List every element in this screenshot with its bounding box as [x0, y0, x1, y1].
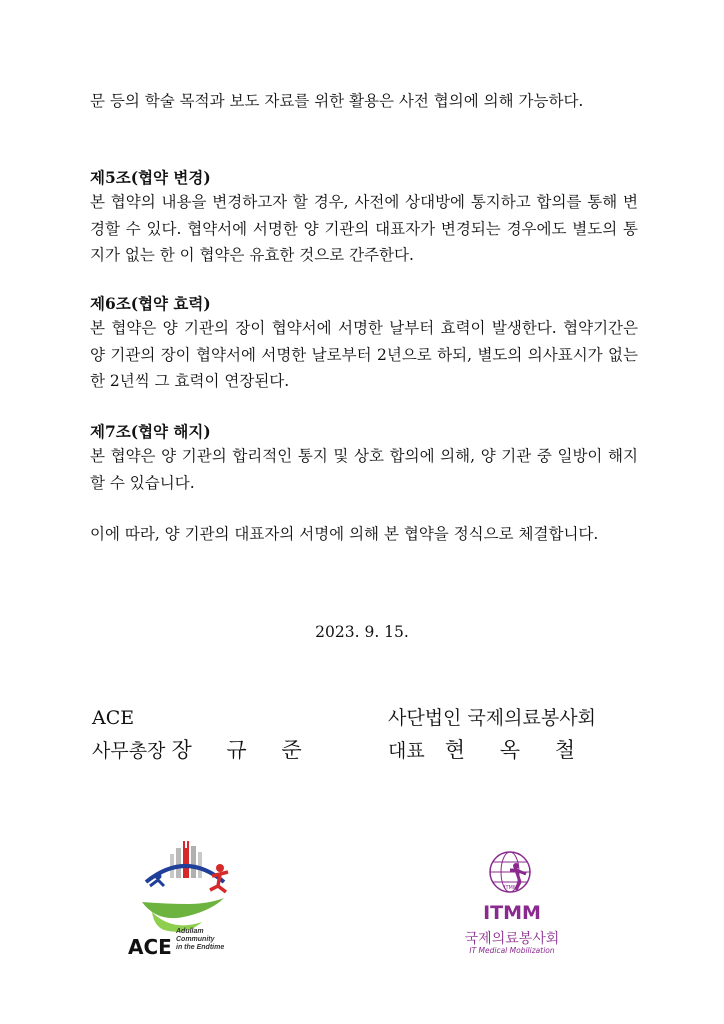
left-signatory-org: ACE [92, 707, 135, 729]
itmm-logo [452, 842, 572, 962]
signing-date: 2023. 9. 15. [315, 623, 409, 641]
right-signatory-title: 대표 [388, 740, 425, 762]
article7-text: 본 협약은 양 기관의 합리적인 통지 및 상호 합의에 의해, 양 기관 중 일방이 해지할 수 있습니다. [90, 447, 638, 492]
right-signatory-name: 현 옥 철 [444, 738, 589, 762]
intro-paragraph: 문 등의 학술 목적과 보도 자료를 위한 활용은 사전 협의에 의해 가능하다. [90, 92, 584, 110]
article5-text: 본 협약의 내용을 변경하고자 할 경우, 사전에 상대방에 통지하고 합의를 통해 변경할 수 있다. 협약서에 서명한 양 기관의 대표자가 변경되는 경우에도 별도의 통지가 없는 한 이 협약은 유효한 것으로 간주한다. [90, 193, 638, 264]
itmm-logo-text: ITMM [483, 902, 541, 924]
closing-paragraph: 이에 따라, 양 기관의 대표자의 서명에 의해 본 협약을 정식으로 체결합니다. [90, 525, 599, 543]
article6-text: 본 협약은 양 기관의 장이 협약서에 서명한 날부터 효력이 발생한다. 협약기간은 양 기관의 장이 협약서에 서명한 날로부터 2년으로 하되, 별도의 의사표시가 없는 한 2년씩 그 효력이 연장된다. [90, 319, 638, 390]
itmm-logo-mark [452, 842, 572, 904]
left-signatory [92, 735, 316, 766]
ace-logo-caption: Adullam Community in the Endtime [176, 928, 225, 951]
left-signatory-name: 장 규 준 [171, 738, 316, 762]
article7-heading: 제7조(협약 해지) [90, 422, 211, 441]
left-signatory-title: 사무총장 [92, 740, 166, 762]
svg-text:ITMM: ITMM [504, 885, 518, 891]
right-signatory [388, 735, 589, 766]
ace-logo [128, 832, 258, 962]
itmm-logo-korean: 국제의료봉사회 [464, 931, 560, 947]
article6-heading: 제6조(협약 효력) [90, 294, 211, 313]
article5-heading: 제5조(협약 변경) [90, 168, 211, 187]
svg-text:ACE: ACE [128, 935, 172, 959]
itmm-logo-english: IT Medical Mobilization [469, 946, 555, 955]
right-signatory-org: 사단법인 국제의료봉사회 [388, 707, 596, 729]
